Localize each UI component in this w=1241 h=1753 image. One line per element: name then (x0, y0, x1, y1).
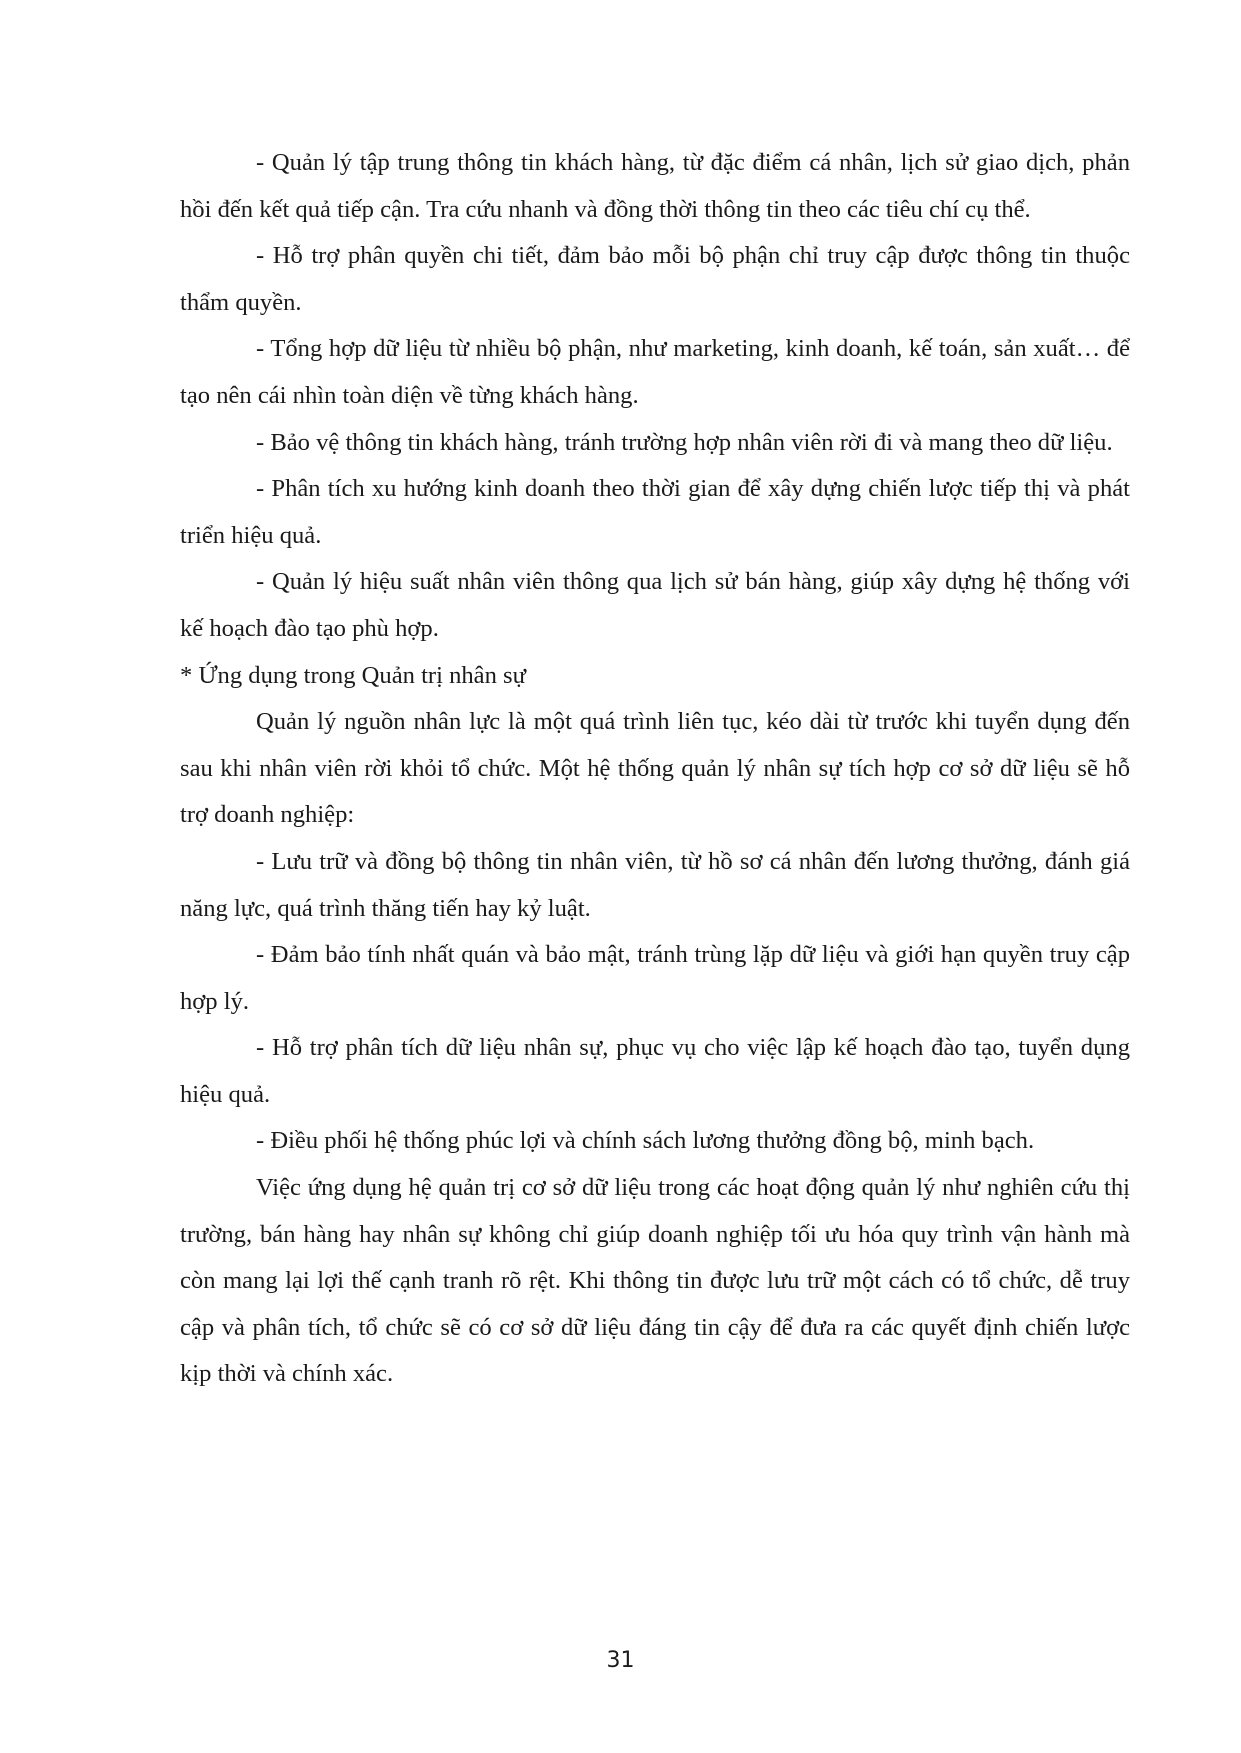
paragraph-bullet-consistency: - Đảm bảo tính nhất quán và bảo mật, tránh trùng lặp dữ liệu và giới hạn quyền truy cập hợp lý. (180, 941, 1130, 1015)
paragraph-bullet-protect-info: - Bảo vệ thông tin khách hàng, tránh trường hợp nhân viên rời đi và mang theo dữ liệu. (256, 428, 1113, 456)
paragraph-bullet-trend-analysis: - Phân tích xu hướng kinh doanh theo thời gian để xây dựng chiến lược tiếp thị và phát triển hiệu quả. (180, 475, 1130, 549)
paragraph-bullet-performance: - Quản lý hiệu suất nhân viên thông qua lịch sử bán hàng, giúp xây dựng hệ thống với kế hoạch đào tạo phù hợp. (180, 568, 1130, 642)
paragraph-bullet-hr-analysis: - Hỗ trợ phân tích dữ liệu nhân sự, phục vụ cho việc lập kế hoạch đào tạo, tuyển dụng hiệu quả. (180, 1034, 1130, 1108)
body-text (180, 140, 1130, 1398)
paragraph-bullet-store-sync: - Lưu trữ và đồng bộ thông tin nhân viên, từ hồ sơ cá nhân đến lương thưởng, đánh giá năng lực, quá trình thăng tiến hay kỷ luật. (180, 847, 1130, 922)
section-heading-hr: * Ứng dụng trong Quản trị nhân sự (180, 661, 526, 689)
page-number: 31 (606, 1648, 635, 1673)
paragraph-bullet-benefits: - Điều phối hệ thống phúc lợi và chính sách lương thưởng đồng bộ, minh bạch. (256, 1127, 1035, 1155)
paragraph-conclusion: Việc ứng dụng hệ quản trị cơ sở dữ liệu trong các hoạt động quản lý như nghiên cứu thị trường, bán hàng hay nhân sự không chỉ giúp doanh nghiệp tối ưu hóa quy trình vận hành mà còn mang lại lợi thế cạnh tranh rõ rệt. Khi thông tin được lưu trữ một cách có tổ chức, dễ truy cập và phân tích, tổ chức sẽ có cơ sở dữ liệu đáng tin cậy để đưa ra các quyết định chiến lược kịp thời và chính xác. (180, 1174, 1130, 1388)
paragraph-bullet-aggregate-data: - Tổng hợp dữ liệu từ nhiều bộ phận, như marketing, kinh doanh, kế toán, sản xuất… để tạo nên cái nhìn toàn diện về từng khách hàng. (180, 335, 1130, 409)
paragraph-bullet-permissions: - Hỗ trợ phân quyền chi tiết, đảm bảo mỗi bộ phận chỉ truy cập được thông tin thuộc thẩm quyền. (180, 242, 1130, 316)
paragraph-bullet-customer-info: - Quản lý tập trung thông tin khách hàng, từ đặc điểm cá nhân, lịch sử giao dịch, phản hồi đến kết quả tiếp cận. Tra cứu nhanh và đồng thời thông tin theo các tiêu chí cụ thể. (180, 149, 1130, 223)
paragraph-hr-intro: Quản lý nguồn nhân lực là một quá trình liên tục, kéo dài từ trước khi tuyển dụng đến sau khi nhân viên rời khỏi tổ chức. Một hệ thống quản lý nhân sự tích hợp cơ sở dữ liệu sẽ hỗ trợ doanh nghiệp: (180, 708, 1130, 829)
